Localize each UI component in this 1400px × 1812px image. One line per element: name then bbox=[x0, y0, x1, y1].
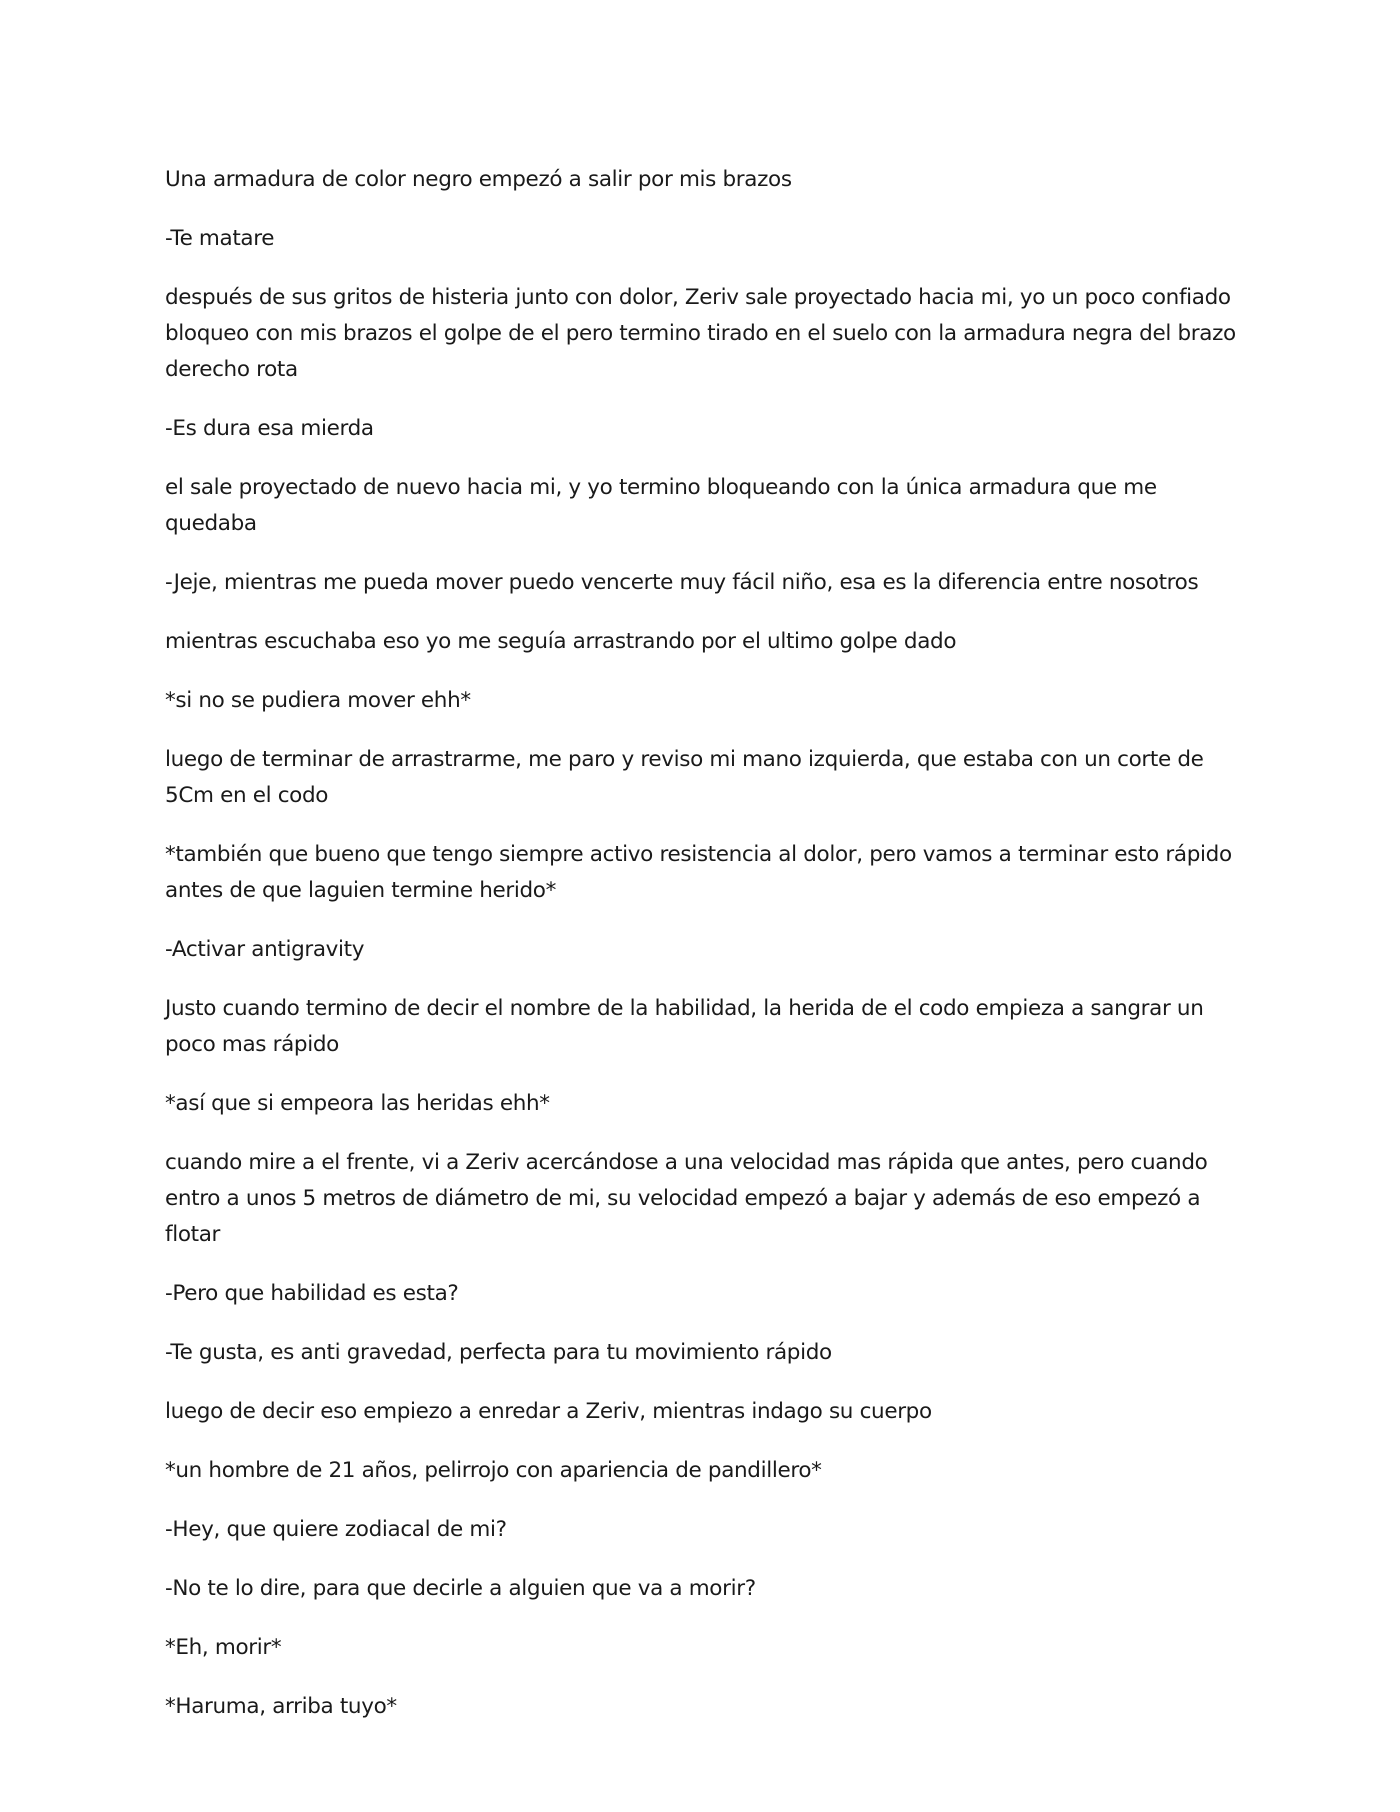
document-body bbox=[165, 162, 1250, 1748]
paragraph: el sale proyectado de nuevo hacia mi, y yo termino bloqueando con la única armadura que me quedaba bbox=[165, 475, 1157, 536]
paragraph: luego de decir eso empiezo a enredar a Zeriv, mientras indago su cuerpo bbox=[165, 1399, 932, 1424]
paragraph: luego de terminar de arrastrarme, me paro y reviso mi mano izquierda, que estaba con un corte de 5Cm en el codo bbox=[165, 747, 1204, 808]
paragraph: -Es dura esa mierda bbox=[165, 416, 374, 441]
paragraph: *si no se pudiera mover ehh* bbox=[165, 688, 471, 713]
paragraph: -Te gusta, es anti gravedad, perfecta para tu movimiento rápido bbox=[165, 1340, 832, 1365]
paragraph: mientras escuchaba eso yo me seguía arrastrando por el ultimo golpe dado bbox=[165, 629, 957, 654]
paragraph: Justo cuando termino de decir el nombre de la habilidad, la herida de el codo empieza a sangrar un poco mas rápido bbox=[165, 996, 1204, 1057]
paragraph: *así que si empeora las heridas ehh* bbox=[165, 1091, 550, 1116]
paragraph: *un hombre de 21 años, pelirrojo con apariencia de pandillero* bbox=[165, 1458, 822, 1483]
paragraph: -Hey, que quiere zodiacal de mi? bbox=[165, 1517, 507, 1542]
paragraph: Una armadura de color negro empezó a salir por mis brazos bbox=[165, 167, 792, 192]
paragraph: -Activar antigravity bbox=[165, 937, 365, 962]
paragraph: *Haruma, arriba tuyo* bbox=[165, 1694, 397, 1719]
paragraph: -No te lo dire, para que decirle a alguien que va a morir? bbox=[165, 1576, 756, 1601]
paragraph: -Pero que habilidad es esta? bbox=[165, 1281, 459, 1306]
paragraph: -Jeje, mientras me pueda mover puedo vencerte muy fácil niño, esa es la diferencia entre nosotros bbox=[165, 570, 1199, 595]
paragraph: *también que bueno que tengo siempre activo resistencia al dolor, pero vamos a terminar esto rápido antes de que laguien termine herido* bbox=[165, 842, 1232, 903]
paragraph: -Te matare bbox=[165, 226, 275, 251]
paragraph: *Eh, morir* bbox=[165, 1635, 282, 1660]
paragraph: cuando mire a el frente, vi a Zeriv acercándose a una velocidad mas rápida que antes, pero cuando entro a unos 5 metros de diámetro de mi, su velocidad empezó a bajar y además de eso empezó a flotar bbox=[165, 1150, 1208, 1247]
paragraph: después de sus gritos de histeria junto con dolor, Zeriv sale proyectado hacia mi, yo un poco confiado bloqueo con mis brazos el golpe de el pero termino tirado en el suelo con la armadura negra del brazo derecho rota bbox=[165, 285, 1236, 382]
